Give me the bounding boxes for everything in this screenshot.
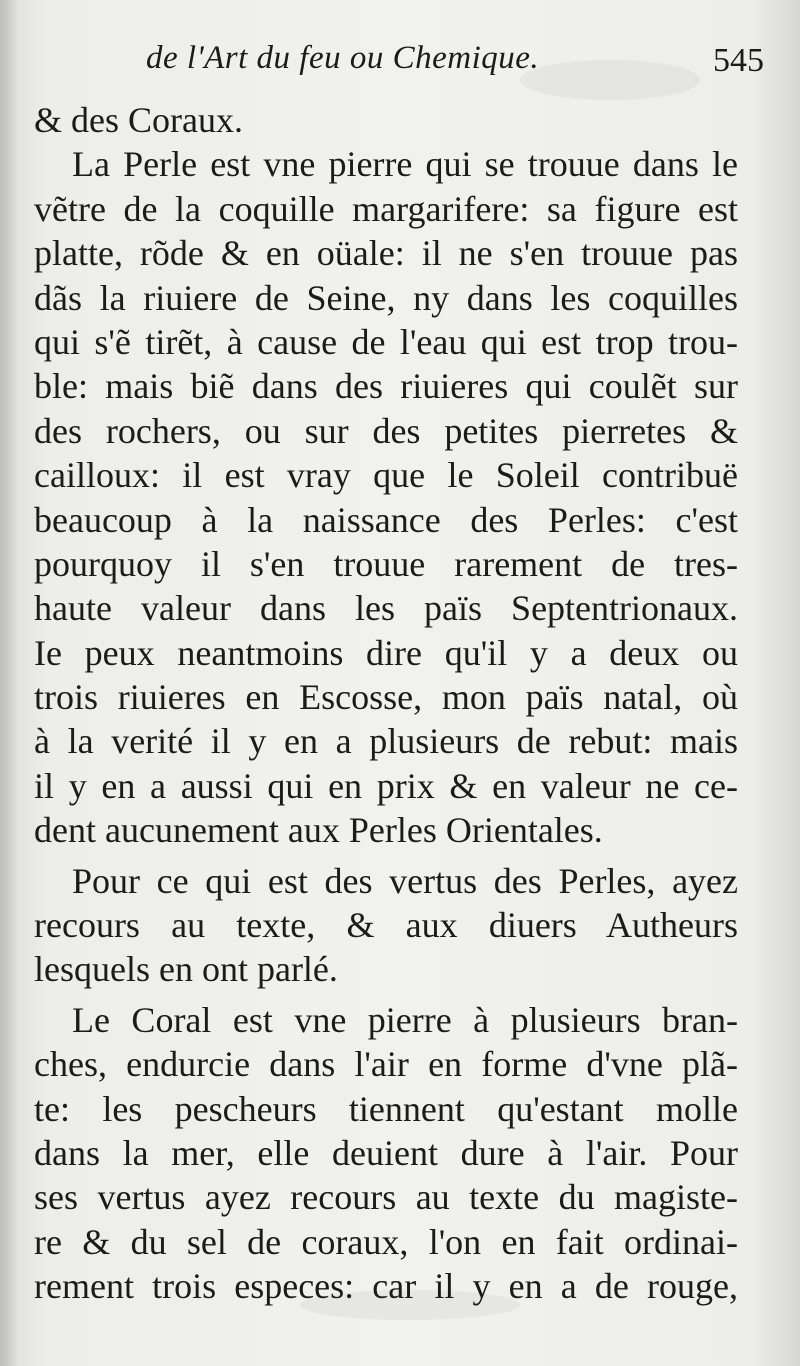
text-line: recours au texte, & aux diuers Autheurs bbox=[34, 905, 738, 946]
running-head: de l'Art du feu ou Chemique. bbox=[146, 40, 540, 76]
text-line: dãs la riuiere de Seine, ny dans les coquilles bbox=[34, 277, 738, 318]
text-line: ses vertus ayez recours au texte du magiste- bbox=[34, 1177, 738, 1218]
text-line: dent aucunement aux Perles Orientales. bbox=[34, 810, 603, 851]
gutter-shadow bbox=[0, 0, 18, 1366]
text-line: pourquoy il s'en trouue rarement de tres- bbox=[34, 543, 738, 584]
text-line: dans la mer, elle deuient dure à l'air. Pour bbox=[34, 1132, 738, 1173]
text-line: ble: mais biẽ dans des riuieres qui coulẽt sur bbox=[34, 366, 738, 407]
body-text bbox=[34, 98, 738, 1309]
text-line: haute valeur dans les païs Septentrionaux. bbox=[34, 588, 738, 629]
paragraph-vertus-perles bbox=[34, 859, 738, 992]
text-line: beaucoup à la naissance des Perles: c'est bbox=[34, 499, 738, 540]
paragraph-perle bbox=[34, 142, 738, 852]
text-line: te: les pescheurs tiennent qu'estant molle bbox=[34, 1088, 738, 1129]
text-line: trois riuieres en Escosse, mon païs natal, où bbox=[34, 677, 738, 718]
text-line: Le Coral est vne pierre à plusieurs bran- bbox=[72, 999, 738, 1040]
text-line: cailloux: il est vray que le Soleil contribuë bbox=[34, 455, 738, 496]
text-line: re & du sel de coraux, l'on en fait ordinai- bbox=[34, 1221, 738, 1262]
text-line: Pour ce qui est des vertus des Perles, ayez bbox=[72, 860, 738, 901]
paragraph-heading-continuation bbox=[34, 98, 738, 142]
text-line: il y en a aussi qui en prix & en valeur ne ce- bbox=[34, 765, 738, 806]
text-line: platte, rõde & en oüale: il ne s'en trouue pas bbox=[34, 233, 738, 274]
page-number: 545 bbox=[713, 42, 764, 79]
text-line: vẽtre de la coquille margarifere: sa figure est bbox=[34, 188, 738, 229]
page-header bbox=[34, 38, 772, 98]
text-line: rement trois especes: car il y en a de rouge, bbox=[34, 1266, 738, 1307]
text-line: La Perle est vne pierre qui se trouue dans le bbox=[72, 144, 738, 185]
text-line: & des Coraux. bbox=[34, 100, 243, 140]
text-line: Ie peux neantmoins dire qu'il y a deux ou bbox=[34, 632, 738, 673]
text-line: qui s'ẽ tirẽt, à cause de l'eau qui est trop trou- bbox=[34, 321, 738, 362]
text-line: ches, endurcie dans l'air en forme d'vne plã- bbox=[34, 1044, 738, 1085]
paragraph-coral bbox=[34, 998, 738, 1309]
text-line: à la verité il y en a plusieurs de rebut: mais bbox=[34, 721, 738, 762]
text-line: lesquels en ont parlé. bbox=[34, 949, 338, 990]
text-line: des rochers, ou sur des petites pierretes & bbox=[34, 410, 738, 451]
